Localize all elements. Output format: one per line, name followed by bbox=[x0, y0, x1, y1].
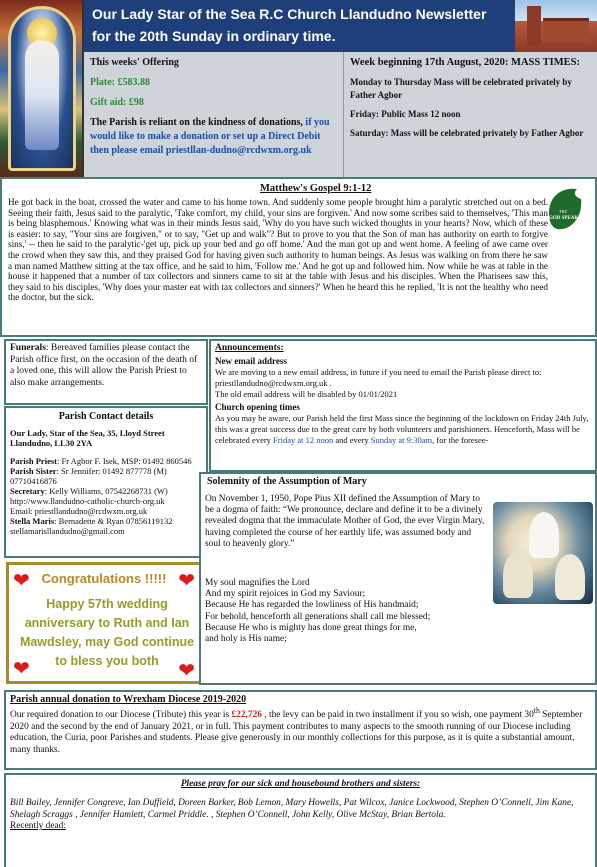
friday-time: Friday at 12 noon bbox=[273, 435, 334, 445]
donation-note bbox=[84, 116, 343, 158]
announcements-panel bbox=[209, 339, 597, 472]
wrexham-text-c: September 2020 and the second by the end of January 2021, or in full. This payment contributes to many aspects to the smooth running of our Diocese including education, the Curia, poor Parishes and students. Please give generously in our monthly collections for this purpose, as it is quite a substantial amount, many thanks. bbox=[10, 710, 583, 755]
sister-label: Parish Sister bbox=[10, 466, 57, 476]
painting-figure bbox=[529, 512, 559, 558]
offering-gift-aid: Gift aid: £98 bbox=[90, 97, 144, 108]
prayer-list-panel bbox=[4, 773, 597, 867]
church-opening-text bbox=[215, 413, 591, 446]
god-speaks-logo bbox=[543, 183, 589, 237]
church-opening-body: As you may be aware, our Parish held the first Mass since the beginning of the lockdown on Friday 24th July, this was a great success due to the great care by both volunteers and parishioners. Henceforth, Mass will be celebrated every bbox=[215, 413, 589, 445]
solemnity-text: On November 1, 1950, Pope Pius XII defined the Assumption of Mary to be a dogma of faith: “We pronounce, declare and define it to be a divinely revealed dogma that the immaculate Mother of God, the ever Virgin Mary, having completed the course of her earthly life, was assumed body and soul to heavenly glory.” bbox=[205, 494, 485, 549]
secretary-label: Secretary bbox=[10, 486, 45, 496]
contact-priest bbox=[10, 456, 202, 466]
mass-times-panel bbox=[344, 52, 597, 177]
newsletter-title-bar bbox=[84, 0, 597, 52]
parish-contact-panel bbox=[4, 406, 208, 558]
magnificat-line: and holy is His name; bbox=[205, 634, 287, 645]
funerals-notice bbox=[4, 339, 208, 405]
gospel-heading: Matthew's Gospel 9:1-12 bbox=[260, 183, 372, 194]
gospel-section bbox=[0, 177, 597, 337]
gospel-text: He got back in the boat, crossed the water and came to his home town. And suddenly some people brought him a paralytic stretched out on a bed. Seeing their faith, Jesus said to the paralytic, 'Take comfort, my child, your sins are forgiven.' And now some scribes said to themselves, 'This man is being blasphemous.' Knowing what was in their minds Jesus said, 'Why do you have such wicked thoughts in your hearts? Now, which of these is easier: to say, "Your sins are forgiven," or to say, "Get up and walk"? But to prove to you that the Son of man has authority on earth to forgive sins,' -- then he said to the paralytic-'get up, pick up your bed and go off home.' And the man got up and went home. A feeling of awe came over the crowd when they saw this, and they praised God for having given such authority to human beings. As Jesus was walking on from there he saw a man named Matthew sitting at the tax office, and he said to him, 'Follow me.' And he got up and followed him. Now while he was at table in the house it happened that a number of tax collectors and sinners came to sit at the table with Jesus and his disciples. When the Pharisees saw this, they said to his disciples, 'Why does your master eat with tax collectors and sinners?' When he heard this he replied, 'It is not the healthy who need the doctor, but the sick. bbox=[8, 197, 548, 303]
heart-icon: ❤ bbox=[178, 660, 195, 682]
new-email-heading: New email address bbox=[215, 356, 287, 366]
wrexham-text bbox=[10, 705, 591, 756]
ordinal-suffix: th bbox=[533, 706, 540, 716]
church-opening-heading: Church opening times bbox=[215, 402, 300, 412]
wrexham-text-a: Our required donation to our Diocese (Tribute) this year is bbox=[10, 710, 232, 721]
contact-email[interactable]: Email: priestllandudno@rcdwxm.org.uk bbox=[10, 506, 148, 516]
website-link[interactable]: http://www.llandudno-catholic-church-org.uk bbox=[10, 496, 165, 506]
heart-icon: ❤ bbox=[13, 570, 30, 592]
mass-times-line: Saturday: Mass will be celebrated privately by Father Agbor bbox=[350, 128, 584, 138]
mass-times-line: Monday to Thursday Mass will be celebrated privately by Father Agbor bbox=[350, 77, 572, 100]
contact-heading: Parish Contact details bbox=[58, 411, 154, 422]
wrexham-heading: Parish annual donation to Wrexham Diocese 2019-2020 bbox=[10, 694, 247, 705]
magnificat-line: And my spirit rejoices in God my Saviour; bbox=[205, 589, 366, 600]
new-email-text: We are moving to a new email address, in future if you need to email the Parish please direct to: priestllandudno@rcdwxm.org.uk . bbox=[215, 367, 542, 388]
mass-times-line: Friday: Public Mass 12 noon bbox=[350, 109, 461, 119]
donation-note-text: The Parish is reliant on the kindness of donations, bbox=[90, 117, 303, 128]
offering-panel bbox=[84, 52, 344, 177]
wrexham-donation-panel bbox=[4, 690, 597, 770]
contact-sister bbox=[10, 466, 202, 486]
magnificat-line: For behold, henceforth all generations shall call me blessed; bbox=[205, 611, 431, 622]
stella-email[interactable]: stellamarisllandudno@gmail.com bbox=[10, 526, 125, 536]
stella-details: : Bernadette & Ryan 07856119132 bbox=[54, 516, 173, 526]
wrexham-text-b: , the levy can be paid in two installment if you so wish, one payment 30 bbox=[261, 710, 534, 721]
congrats-title: Congratulations !!!!! bbox=[41, 571, 167, 586]
priest-label: Parish Priest bbox=[10, 456, 57, 466]
tribute-amount: £22,726 bbox=[231, 710, 262, 721]
title-line-1: Our Lady Star of the Sea R.C Church Llandudno Newsletter bbox=[92, 6, 487, 22]
recently-dead-label: Recently dead: bbox=[10, 821, 66, 832]
magnificat-line: Because He who is mighty has done great things for me, bbox=[205, 622, 417, 633]
and-text: and every bbox=[333, 435, 371, 445]
contact-address: Our Lady, Star of the Sea, 35, Lloyd Street Llandudno, LL30 2YA bbox=[10, 428, 165, 448]
mass-times-heading: Week beginning 17th August, 2020: MASS TIMES: bbox=[350, 57, 580, 68]
stained-glass-image bbox=[0, 0, 84, 177]
donation-email-link[interactable]: if you would like to make a donation or set up a Direct Debit then please email priestllan-dudno@rcdwxm.org.uk bbox=[90, 117, 330, 156]
church-roof bbox=[543, 18, 589, 42]
church-tower bbox=[527, 6, 541, 46]
heart-icon: ❤ bbox=[13, 658, 30, 680]
prayer-heading: Please pray for our sick and housebound brothers and sisters: bbox=[180, 779, 421, 789]
old-email-note: The old email address will be disabled by 01/01/2021 bbox=[215, 389, 398, 399]
funerals-label: Funerals bbox=[10, 343, 46, 353]
painting-angel bbox=[503, 552, 533, 598]
contact-secretary bbox=[10, 486, 202, 496]
congrats-message: Happy 57th wedding anniversary to Ruth and Ian Mawdsley, may God continue to bless you both bbox=[19, 597, 195, 668]
solemnity-heading: Solemnity of the Assumption of Mary bbox=[207, 476, 367, 487]
magnificat-line: Because He has regarded the lowliness of His handmaid; bbox=[205, 600, 419, 611]
contact-stella bbox=[10, 516, 202, 526]
solemnity-panel bbox=[199, 472, 597, 685]
magnificat-lines bbox=[205, 578, 487, 645]
magnificat-line: My soul magnifies the Lord bbox=[205, 578, 310, 588]
prayer-names: Bill Bailey, Jennifer Congreve, Ian Duffield, Doreen Barker, Bob Lemon, Mary Howells, Pat Wilcox, Janice Lockwood, Stephen O’Connell, Jim Kane, Shelagh Scraggs , Jennifer Hamlett, Carmel Priddle. , Stephen O’Connell, John Kelly, Olive McStay, Brian Bertola. bbox=[10, 798, 574, 820]
funerals-text: : Bereaved families please contact the Parish office first, on the occasion of the death of a loved one, this will allow the Parish Priest to also make arrangements. bbox=[10, 343, 198, 388]
church-photo bbox=[515, 0, 597, 52]
priest-details: : Fr Agbor F. Isek, MSP: 01492 860546 bbox=[56, 456, 192, 466]
congratulations-box bbox=[6, 562, 202, 684]
logo-text-the: THE bbox=[559, 209, 567, 214]
sister-details: : Sr Jennifer: 01492 877778 (M) 07710416876 bbox=[10, 466, 167, 486]
title-line-2: for the 20th Sunday in ordinary time. bbox=[92, 28, 336, 44]
painting-angel bbox=[555, 554, 585, 600]
madonna-figure bbox=[25, 40, 59, 150]
heart-icon: ❤ bbox=[178, 570, 195, 592]
offering-heading: This weeks' Offering bbox=[90, 57, 179, 68]
church-opening-tail: , for the foresee- bbox=[432, 435, 489, 445]
sunday-time: Sunday at 9:30am bbox=[370, 435, 433, 445]
logo-text: GOD SPEAKS bbox=[548, 216, 582, 221]
announcements-heading: Announcements: bbox=[215, 343, 284, 353]
secretary-details: : Kelly Williams, 07542268731 (W) bbox=[44, 486, 168, 496]
stella-label: Stella Maris bbox=[10, 516, 55, 526]
assumption-painting bbox=[493, 502, 593, 604]
offering-plate: Plate: £583.88 bbox=[90, 77, 150, 88]
